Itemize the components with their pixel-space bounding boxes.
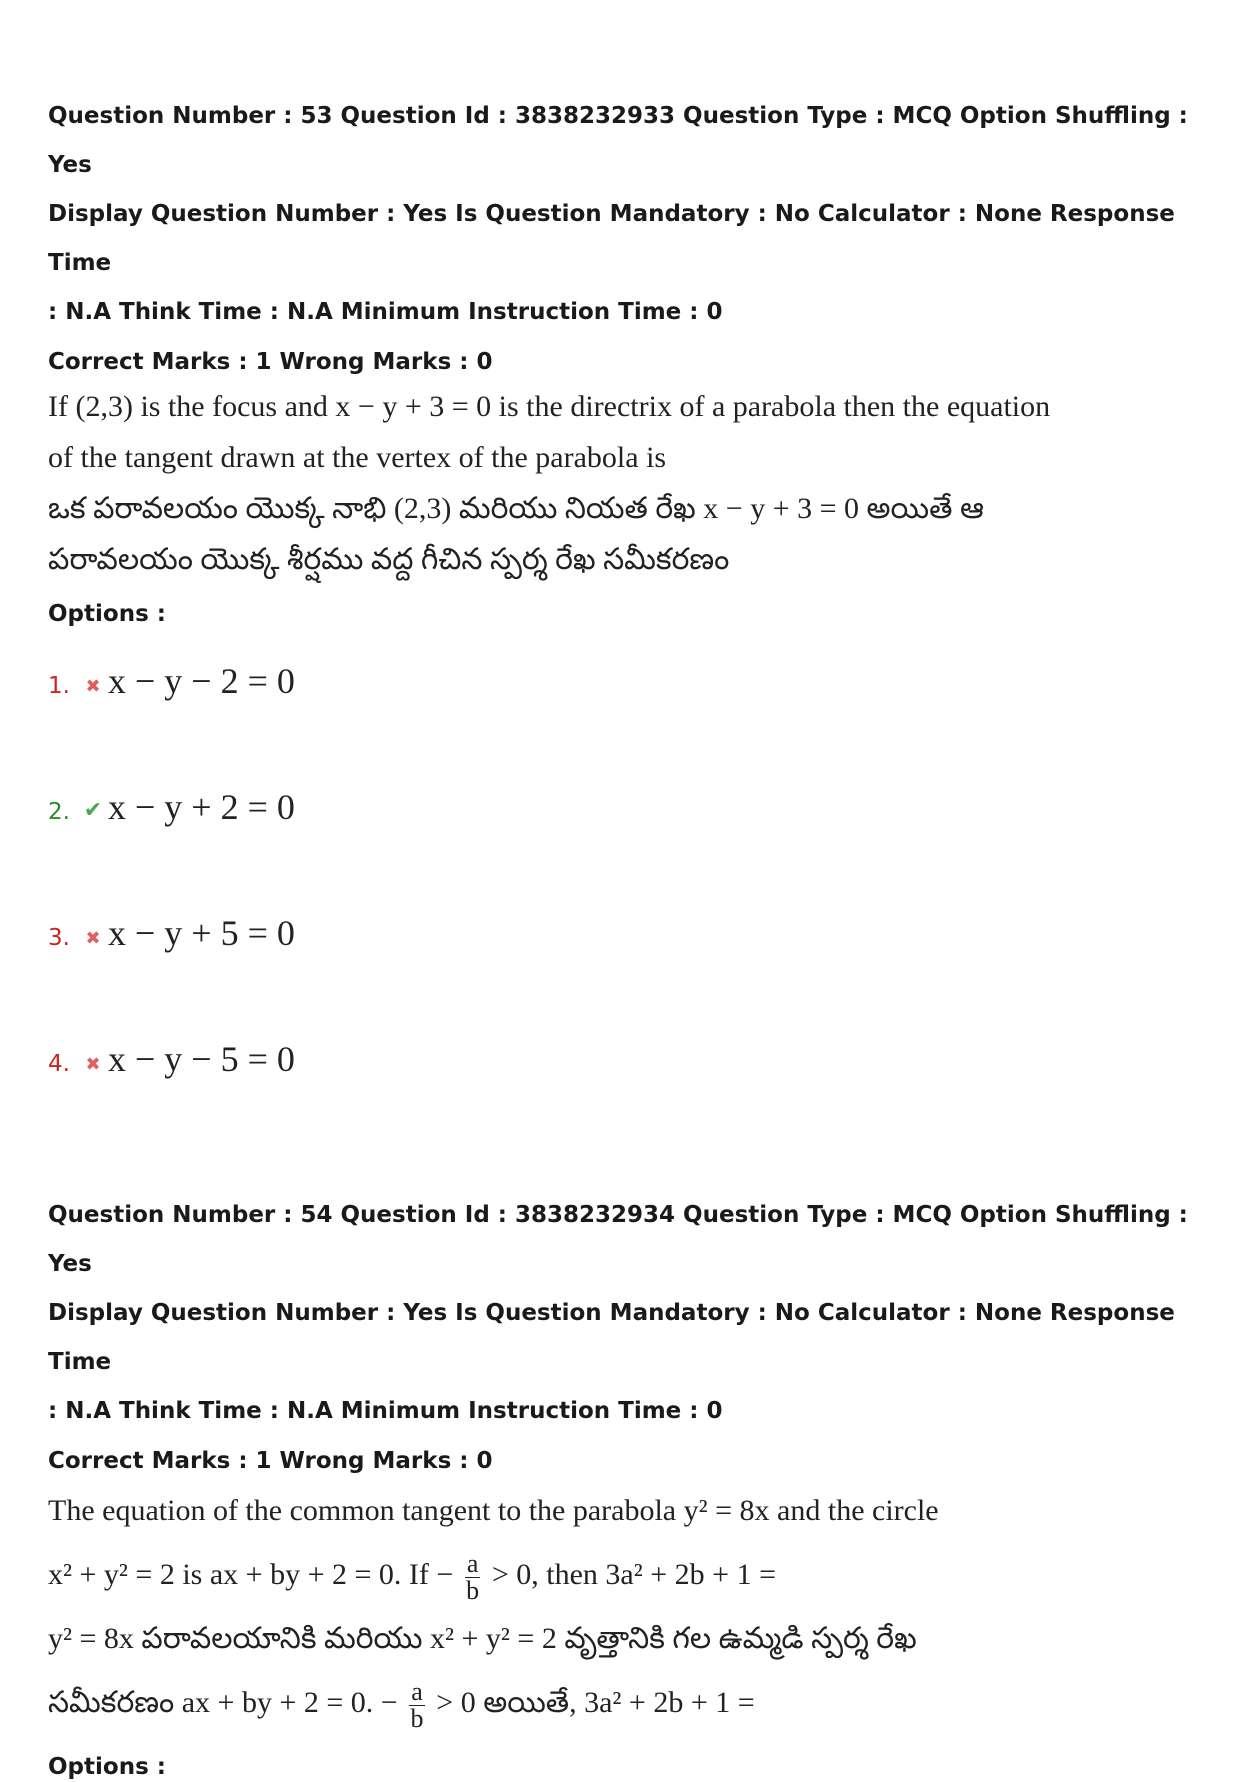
question-text-line <box>48 1668 1208 1738</box>
option-number: 1. <box>48 673 70 699</box>
option-2[interactable] <box>48 701 1208 827</box>
options-label: Options : <box>48 601 166 627</box>
option-equation: x − y + 2 = 0 <box>108 787 295 827</box>
option-1[interactable] <box>48 629 1208 701</box>
question-meta-line: Question Number : 54 Question Id : 3838232934 Question Type : MCQ Option Shuffling : Yes <box>48 1202 1188 1277</box>
marks-info: Correct Marks : 1 Wrong Marks : 0 <box>48 349 493 375</box>
fraction-numerator: a <box>466 1548 479 1578</box>
option-number: 4. <box>48 1051 70 1077</box>
question-text-line: పరావలయం యొక్క శీర్షము వద్ద గీచిన స్పర్శ రేఖ సమీకరణం <box>48 543 730 576</box>
marks-info: Correct Marks : 1 Wrong Marks : 0 <box>48 1448 493 1474</box>
question-text-line: y² = 8x పరావలయానికి మరియు x² + y² = 2 వృత్తానికి గల ఉమ్మడి స్పర్శ రేఖ <box>48 1622 917 1655</box>
options-label: Options : <box>48 1754 166 1780</box>
question-text-line <box>48 1540 1208 1610</box>
question-text <box>48 1482 1208 1738</box>
question-text-segment: > 0 అయితే, 3a² + 2b + 1 = <box>436 1686 755 1719</box>
question-text-line: of the tangent drawn at the vertex of the parabola is <box>48 441 667 474</box>
option-4[interactable] <box>48 953 1208 1079</box>
question-text-line: ఒక పరావలయం యొక్క నాభి (2,3) మరియు నియత రేఖ x − y + 3 = 0 అయితే ఆ <box>48 492 984 525</box>
question-53 <box>48 92 1208 1079</box>
question-meta-line: : N.A Think Time : N.A Minimum Instruction Time : 0 <box>48 1398 723 1424</box>
cross-icon: ✖ <box>85 1054 101 1075</box>
question-text-line: The equation of the common tangent to the parabola y² = 8x and the circle <box>48 1494 939 1527</box>
question-text-telugu <box>48 483 1208 585</box>
question-text-english <box>48 381 1208 483</box>
option-equation: x − y − 5 = 0 <box>108 1039 295 1079</box>
fraction-numerator: a <box>411 1676 423 1706</box>
option-equation: x − y + 5 = 0 <box>108 913 295 953</box>
fraction-denominator: b <box>410 1703 424 1733</box>
question-text-segment: > 0, then 3a² + 2b + 1 = <box>491 1558 776 1591</box>
option-number: 3. <box>48 925 70 951</box>
options-list <box>48 629 1208 1079</box>
question-text-segment: x² + y² = 2 is ax + by + 2 = 0. If − <box>48 1558 454 1591</box>
fraction <box>465 1548 481 1605</box>
question-meta-line: Display Question Number : Yes Is Question Mandatory : No Calculator : None Response Time <box>48 1300 1175 1375</box>
option-equation: x − y − 2 = 0 <box>108 661 295 701</box>
question-meta-line: Question Number : 53 Question Id : 3838232933 Question Type : MCQ Option Shuffling : Yes <box>48 103 1188 178</box>
checkmark-icon: ✔ <box>83 798 103 823</box>
cross-icon: ✖ <box>85 928 101 949</box>
option-number: 2. <box>48 799 70 825</box>
question-text-segment: సమీకరణం ax + by + 2 = 0. − <box>48 1686 398 1719</box>
cross-icon: ✖ <box>85 676 101 697</box>
fraction-denominator: b <box>466 1575 480 1605</box>
question-text-line: If (2,3) is the focus and x − y + 3 = 0 is the directrix of a parabola then the equation <box>48 390 1051 423</box>
question-54 <box>48 1191 1208 1782</box>
document-page <box>48 92 1208 1782</box>
option-3[interactable] <box>48 827 1208 953</box>
question-meta-line: Display Question Number : Yes Is Question Mandatory : No Calculator : None Response Time <box>48 201 1175 276</box>
fraction <box>409 1676 425 1733</box>
question-meta-line: : N.A Think Time : N.A Minimum Instruction Time : 0 <box>48 299 723 325</box>
